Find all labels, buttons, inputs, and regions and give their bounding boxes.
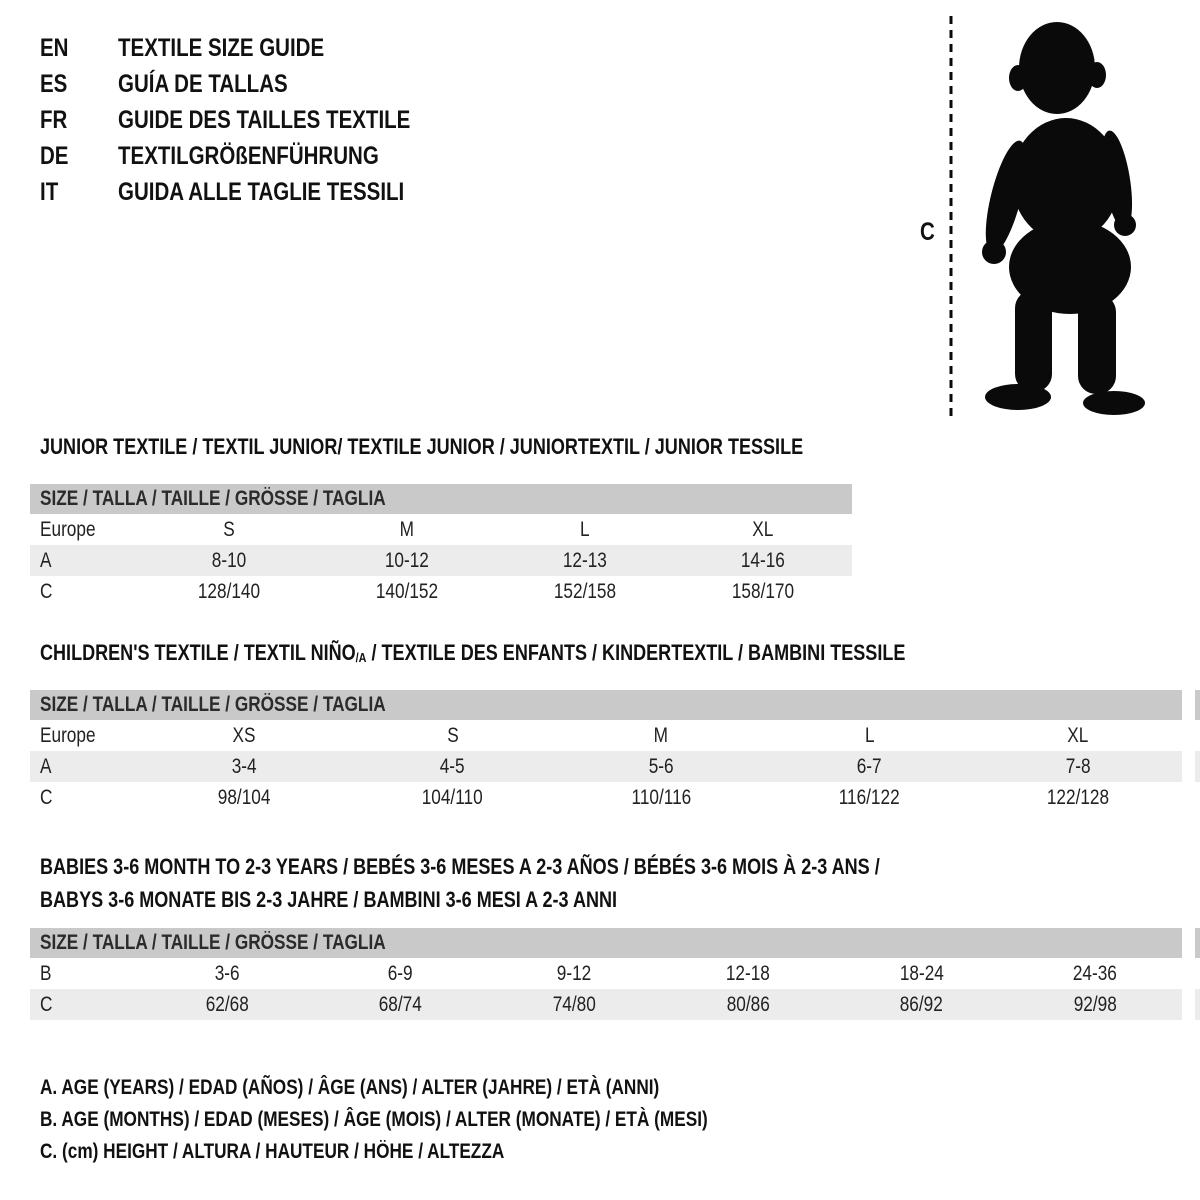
row-label-cell <box>30 720 140 751</box>
row-label: B <box>40 962 52 985</box>
size-value-cell <box>1008 958 1182 989</box>
size-table <box>30 720 1182 813</box>
size-value: 116/122 <box>838 786 900 809</box>
size-value-cell <box>140 720 348 751</box>
language-row <box>40 66 475 102</box>
section-title-line <box>40 883 1182 916</box>
language-title: TEXTILE SIZE GUIDE <box>118 33 325 62</box>
size-value-cell <box>835 989 1009 1020</box>
size-header-bar <box>30 690 1182 720</box>
size-value: 18-24 <box>899 962 944 985</box>
row-label-cell <box>30 782 140 813</box>
size-value-cell <box>1008 989 1182 1020</box>
size-header-text: SIZE / TALLA / TAILLE / GRÖSSE / TAGLIA <box>40 693 386 716</box>
size-value: 110/116 <box>631 786 691 809</box>
size-value-cell <box>765 720 973 751</box>
section-title-text <box>40 883 617 916</box>
size-value-cell <box>674 545 852 576</box>
row-label: A <box>40 755 52 778</box>
size-value-cell <box>314 989 488 1020</box>
size-value-cell <box>140 782 348 813</box>
size-value-cell <box>140 576 318 607</box>
size-header-bar <box>30 484 852 514</box>
size-header-bar <box>30 928 1182 958</box>
legend-line <box>40 1104 854 1136</box>
size-value: 152/158 <box>553 580 617 603</box>
size-value: S <box>446 724 459 747</box>
section-babies <box>30 850 1182 1020</box>
height-measure-label: C <box>920 218 935 246</box>
size-value: 140/152 <box>375 580 439 603</box>
size-value: 122/128 <box>1046 786 1109 809</box>
size-value: 24-36 <box>1073 962 1118 985</box>
size-value: 9-12 <box>556 962 592 985</box>
size-value: 98/104 <box>217 786 271 809</box>
size-value: 92/98 <box>1073 993 1117 1016</box>
section-title-text <box>40 850 880 883</box>
row-label: Europe <box>40 518 96 541</box>
size-value-cell <box>318 576 496 607</box>
size-value: 86/92 <box>899 993 944 1016</box>
table-row <box>30 545 852 576</box>
size-value: 5-6 <box>648 755 674 778</box>
language-row <box>40 174 475 210</box>
toddler-silhouette <box>977 22 1145 415</box>
row-label: Europe <box>40 724 96 747</box>
size-value: 128/140 <box>197 580 261 603</box>
legend-text: C. (cm) HEIGHT / ALTURA / HAUTEUR / HÖHE / ALTEZZA <box>40 1140 505 1163</box>
size-header-text: SIZE / TALLA / TAILLE / GRÖSSE / TAGLIA <box>40 487 386 510</box>
section-title <box>30 436 852 458</box>
title-segment: JUNIOR TEXTILE / TEXTIL JUNIOR/ TEXTILE JUNIOR / JUNIORTEXTIL / JUNIOR TESSILE <box>40 434 804 459</box>
row-label-cell <box>30 989 140 1020</box>
section-title <box>30 850 1182 916</box>
size-value-cell <box>661 989 835 1020</box>
section-title-line <box>40 642 1182 664</box>
section-title-text <box>40 436 803 458</box>
size-value: M <box>653 724 669 747</box>
size-value: 62/68 <box>205 993 249 1016</box>
size-value-cell <box>557 751 765 782</box>
table-row <box>30 782 1182 813</box>
size-value: 80/86 <box>726 993 770 1016</box>
size-value: 158/170 <box>731 580 795 603</box>
size-value: 8-10 <box>211 549 247 572</box>
title-segment: CHILDREN'S TEXTILE / TEXTIL NIÑO <box>40 640 356 665</box>
language-title: GUIDE DES TAILLES TEXTILE <box>118 105 411 134</box>
language-row <box>40 30 475 66</box>
size-value: S <box>223 518 235 541</box>
size-value-cell <box>661 958 835 989</box>
size-value: XS <box>232 724 256 747</box>
table-row <box>30 751 1182 782</box>
size-value: M <box>399 518 415 541</box>
size-value-cell <box>765 751 973 782</box>
table-row <box>30 576 852 607</box>
table-row <box>30 514 852 545</box>
row-label-cell <box>30 576 140 607</box>
size-value-cell <box>496 545 674 576</box>
language-title-list <box>40 30 475 210</box>
legend-line <box>40 1072 854 1104</box>
size-value-cell <box>974 782 1182 813</box>
size-value-cell <box>674 576 852 607</box>
language-title: TEXTILGRÖßENFÜHRUNG <box>118 141 379 170</box>
table-edge-artifact <box>1195 928 1200 958</box>
size-value-cell <box>487 958 661 989</box>
row-label-cell <box>30 751 140 782</box>
size-value-cell <box>140 514 318 545</box>
title-segment: BABYS 3-6 MONATE BIS 2-3 JAHRE / BAMBINI 3-6 MESI A 2-3 ANNI <box>40 887 618 912</box>
size-value-cell <box>487 989 661 1020</box>
size-value: 104/110 <box>422 786 484 809</box>
size-value-cell <box>140 545 318 576</box>
size-value: 12-13 <box>562 549 608 572</box>
section-title-line <box>40 436 852 458</box>
size-value: 3-4 <box>231 755 257 778</box>
size-value: XL <box>1067 724 1089 747</box>
size-value: 3-6 <box>214 962 240 985</box>
row-label: A <box>40 549 52 572</box>
size-value: L <box>580 518 590 541</box>
size-value: 14-16 <box>740 549 786 572</box>
row-label-cell <box>30 958 140 989</box>
legend-line <box>40 1136 854 1168</box>
size-value: 12-18 <box>725 962 770 985</box>
size-value-cell <box>835 958 1009 989</box>
size-value: 68/74 <box>378 993 423 1016</box>
table-row <box>30 958 1182 989</box>
row-label-cell <box>30 514 140 545</box>
title-segment: /A <box>355 650 367 666</box>
size-value: 7-8 <box>1065 755 1091 778</box>
size-value-cell <box>496 576 674 607</box>
size-value-cell <box>318 545 496 576</box>
size-value-cell <box>557 782 765 813</box>
size-value-cell <box>314 958 488 989</box>
height-figure <box>918 12 1162 422</box>
row-label: C <box>40 786 53 809</box>
size-value: 6-7 <box>856 755 882 778</box>
legend <box>40 1072 854 1168</box>
size-value-cell <box>318 514 496 545</box>
table-row <box>30 989 1182 1020</box>
size-value-cell <box>496 514 674 545</box>
size-value: 4-5 <box>440 755 466 778</box>
title-segment: BABIES 3-6 MONTH TO 2-3 YEARS / BEBÉS 3-6 MESES A 2-3 AÑOS / BÉBÉS 3-6 MOIS À 2-3 ANS / <box>40 854 880 879</box>
size-value: 6-9 <box>388 962 413 985</box>
size-value-cell <box>765 782 973 813</box>
section-title-text <box>40 642 905 667</box>
table-edge-artifact <box>1195 989 1200 1020</box>
language-code: EN <box>40 33 69 62</box>
language-code: DE <box>40 141 69 170</box>
size-value-cell <box>974 720 1182 751</box>
section-junior <box>30 436 852 607</box>
size-value-cell <box>557 720 765 751</box>
size-header-text: SIZE / TALLA / TAILLE / GRÖSSE / TAGLIA <box>40 931 386 954</box>
size-value-cell <box>348 782 556 813</box>
size-value-cell <box>674 514 852 545</box>
language-row <box>40 102 475 138</box>
language-code: FR <box>40 105 68 134</box>
size-value: L <box>864 724 875 747</box>
section-children <box>30 642 1182 813</box>
language-code: ES <box>40 69 68 98</box>
size-table <box>30 958 1182 1020</box>
size-value-cell <box>140 751 348 782</box>
size-table <box>30 514 852 607</box>
size-value-cell <box>974 751 1182 782</box>
size-value-cell <box>348 751 556 782</box>
row-label: C <box>40 993 53 1016</box>
section-title-line <box>40 850 1182 883</box>
size-value: 74/80 <box>552 993 596 1016</box>
legend-text: A. AGE (YEARS) / EDAD (AÑOS) / ÂGE (ANS) / ALTER (JAHRE) / ETÀ (ANNI) <box>40 1076 660 1099</box>
row-label-cell <box>30 545 140 576</box>
language-row <box>40 138 475 174</box>
table-edge-artifact <box>1195 751 1200 782</box>
language-code: IT <box>40 177 59 206</box>
toddler-silhouette-icon <box>918 12 1162 422</box>
size-value: XL <box>752 518 774 541</box>
legend-text: B. AGE (MONTHS) / EDAD (MESES) / ÂGE (MOIS) / ALTER (MONATE) / ETÀ (MESI) <box>40 1108 708 1131</box>
size-value-cell <box>348 720 556 751</box>
size-value: 10-12 <box>384 549 430 572</box>
table-row <box>30 720 1182 751</box>
size-value-cell <box>140 958 314 989</box>
row-label: C <box>40 580 53 603</box>
section-title <box>30 642 1182 664</box>
language-title: GUIDA ALLE TAGLIE TESSILI <box>118 177 405 206</box>
title-segment: / TEXTILE DES ENFANTS / KINDERTEXTIL / BAMBINI TESSILE <box>366 640 906 665</box>
table-edge-artifact <box>1195 690 1200 720</box>
size-value-cell <box>140 989 314 1020</box>
language-title: GUÍA DE TALLAS <box>118 69 288 98</box>
